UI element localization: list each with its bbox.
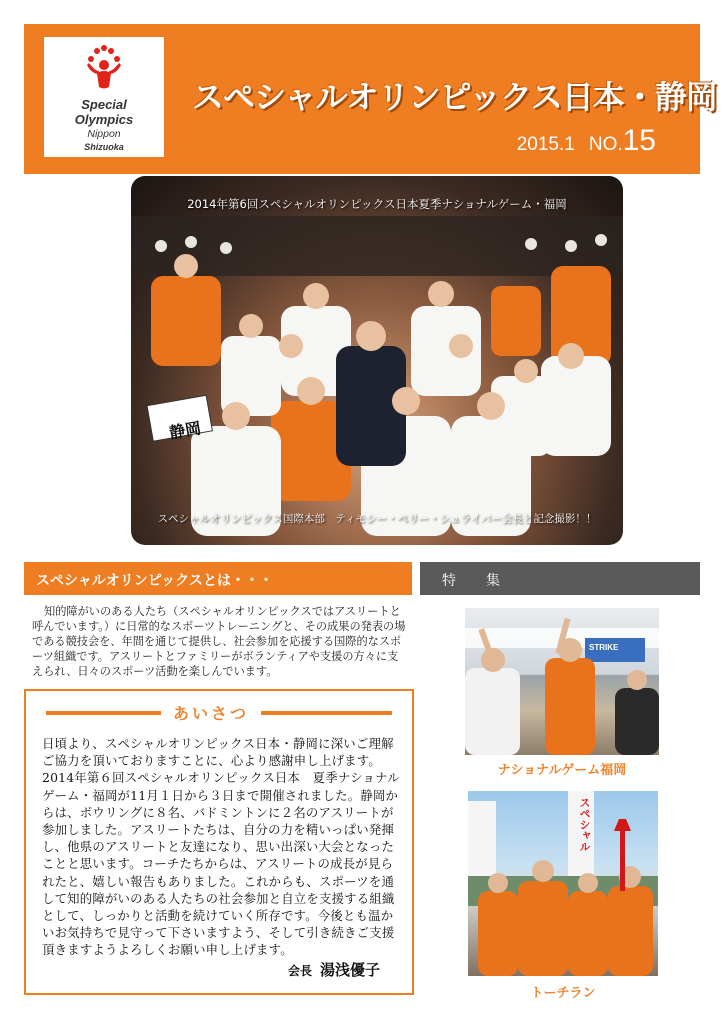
logo-text-nippon: Nippon (87, 128, 121, 140)
bowling-scene-illustration (465, 608, 659, 755)
issue-info (517, 124, 656, 158)
greeting-body: 日頃より、スペシャルオリンピックス日本・静岡に深いご理解ご協力を頂いておりますことに、心より感謝申し上げます。2014年第６回スペシャルオリンピックス日本 夏季ナショナルゲーム・福岡が11月１日から３日まで開催されました。静岡からは、ボウリングに８名、バドミントンに２名のアスリートが参加しました。アスリートたちは、自分の力を精いっぱい発揮し、他県のアスリートと友達になり、思い出深い大会となったことと思います。コーチたちからは、アスリートの成長が見られたと、嬉しい報告もありました。これからも、スポーツを通して知的障がいのある人たちの社会参加と自立を支援する組織として、しっかりと活動を続けていく所存です。今後とも温かいお気持ちで見守って下さいますよう、そして引き続きご支援頂きますようよろしくお願い申し上げます。 (42, 736, 400, 958)
logo-text-shizuoka: Shizuoka (84, 142, 124, 152)
greeting-signature (288, 959, 380, 980)
issue-number: 15 (622, 124, 656, 157)
feature-heading: 特 集 (442, 573, 508, 589)
about-text (32, 604, 408, 679)
issue-date: 2015.1 (516, 134, 575, 155)
feature-caption-torch-run: トーチラン (530, 986, 596, 1001)
about-heading: スペシャルオリンピックスとは・・・ (36, 573, 274, 589)
crowd-illustration (131, 176, 623, 545)
logo-text-special: Special (81, 97, 127, 112)
banner-text: スペシャル (578, 797, 591, 852)
greeting-title: あいさつ (161, 701, 261, 725)
feature-photo-torch-run (468, 791, 658, 976)
strike-sign-text: STRIKE (589, 643, 619, 652)
logo-text-olympics: Olympics (74, 112, 134, 127)
feature-caption-national-games: ナショナルゲーム福岡 (497, 763, 627, 778)
greeting-box (24, 689, 414, 995)
photo-caption-top: 2014年第6回スペシャルオリンピックス日本夏季ナショナルゲーム・福岡 (187, 197, 567, 211)
about-body: 知的障がいのある人たち（スペシャルオリンピックスではアスリートと呼んでいます。）に日常的なスポーツトレーニングと、その成果の発表の場である競技会を、年間を通じて提供し、社会参加を応援する国際的なスポーツ組織です。アスリートとファミリーがボランティアや支援の方々に支えられ、日々のスポーツ活動を楽しんでいます。 (32, 605, 406, 678)
signature-name: 湯浅優子 (319, 961, 380, 979)
feature-photo-national-games (465, 608, 659, 755)
newsletter-title: スペシャルオリンピックス日本・静岡 (192, 78, 717, 116)
issue-no-label: NO. (588, 134, 623, 155)
signature-role: 会長 (287, 964, 312, 978)
logo (44, 37, 164, 157)
torch-run-illustration (468, 791, 658, 976)
special-olympics-logo-icon (79, 43, 129, 93)
photo-caption-bottom: スペシャルオリンピックス国際本部 ティモシー・ペリー・シュライバー会長と記念撮影！！ (157, 513, 597, 525)
about-heading-bar (24, 562, 412, 595)
shizuoka-sign-text: 静岡 (167, 418, 203, 443)
feature-heading-bar (420, 562, 700, 595)
header-banner (24, 24, 717, 174)
main-group-photo (131, 176, 623, 545)
